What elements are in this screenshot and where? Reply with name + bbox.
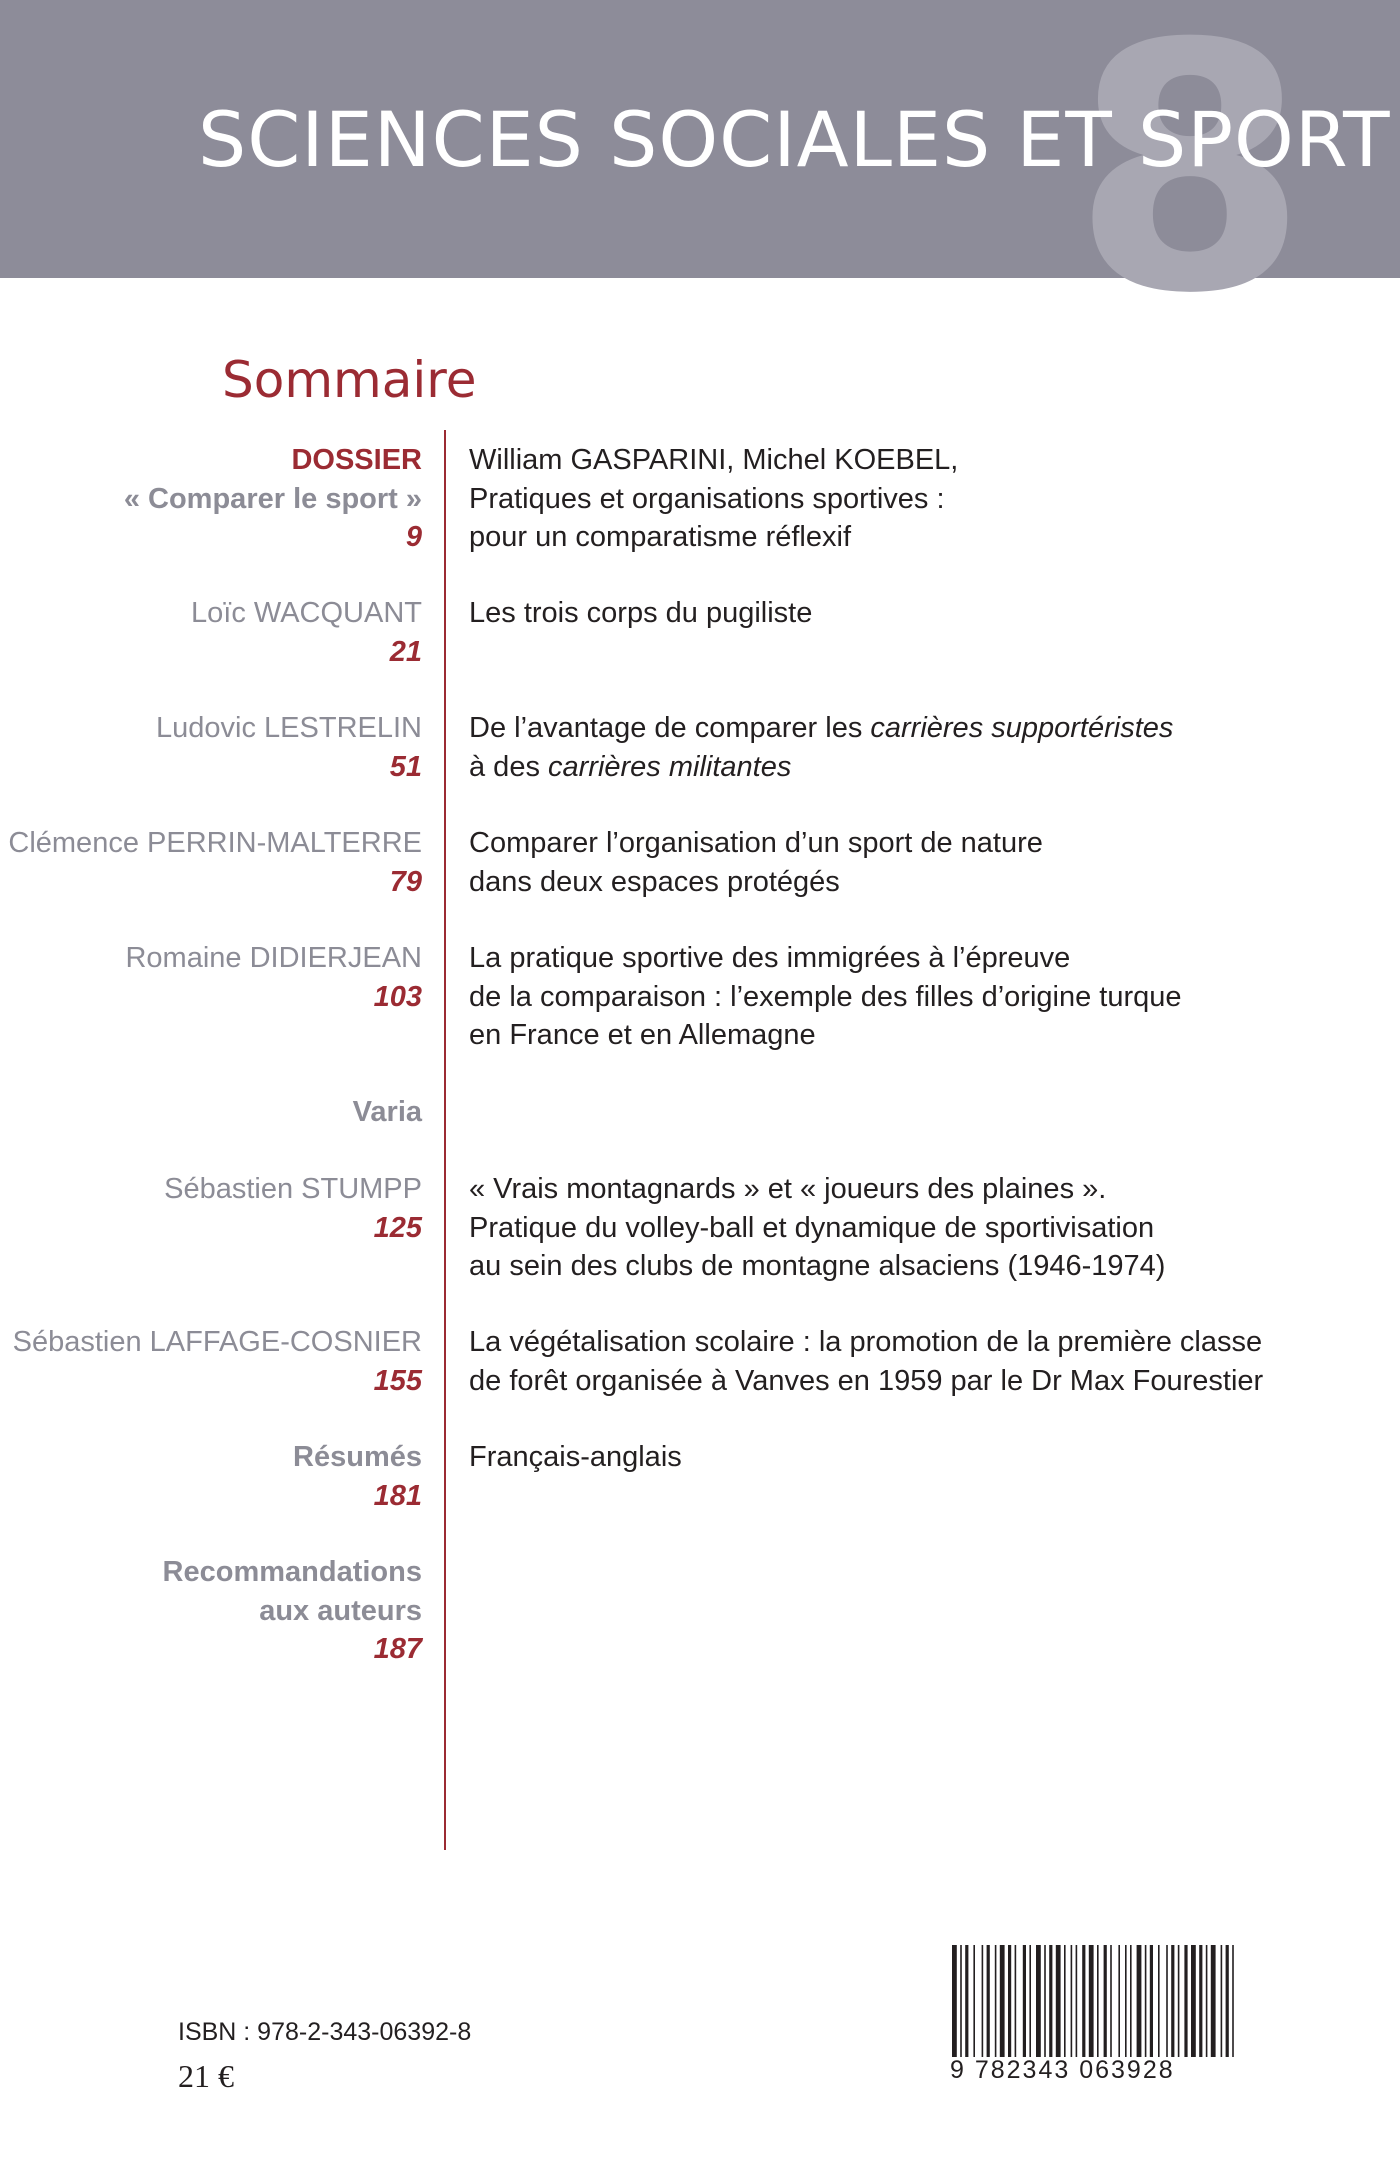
barcode-bar — [1145, 1945, 1147, 2057]
issue-number: 8 — [1071, 0, 1309, 368]
barcode-bar — [1071, 1945, 1073, 2057]
toc-left — [2, 709, 422, 786]
toc-left — [2, 1553, 422, 1669]
barcode-bar — [982, 1945, 984, 2057]
title-line: en France et en Allemagne — [469, 1019, 816, 1051]
toc-right — [469, 1323, 1369, 1400]
title-line: de forêt organisée à Vanves en 1959 par le Dr Max Fourestier — [469, 1364, 1264, 1397]
barcode-bar — [973, 1945, 975, 2057]
isbn: ISBN : 978-2-343-06392-8 — [178, 2018, 472, 2046]
toc-right-dossier — [469, 441, 1369, 557]
page-number: 79 — [389, 865, 422, 898]
recommandations-label: Recommandations — [162, 1556, 422, 1588]
title-line: Comparer l’organisation d’un sport de nature — [469, 827, 1043, 859]
toc-left — [2, 1323, 422, 1400]
dossier-theme: « Comparer le sport » — [123, 482, 422, 515]
barcode-bar — [1023, 1945, 1026, 2057]
barcode-bar — [1191, 1945, 1196, 2057]
author-name: Loïc WACQUANT — [191, 597, 422, 629]
barcode-bar — [1137, 1945, 1142, 2057]
barcode-bar — [1184, 1945, 1187, 2057]
barcode-bar — [1064, 1945, 1066, 2057]
barcode-bar — [1089, 1945, 1094, 2057]
varia-label: Varia — [352, 1096, 422, 1128]
page-number: 155 — [373, 1364, 422, 1397]
author-name: Sébastien LAFFAGE-COSNIER — [12, 1326, 422, 1358]
barcode-bar — [1097, 1945, 1099, 2057]
toc-left — [2, 1093, 422, 1132]
barcode-bar — [1008, 1945, 1011, 2057]
barcode-bar — [1130, 1945, 1132, 2057]
cover-header-band — [0, 0, 1400, 368]
toc-right — [469, 594, 1369, 633]
toc-left — [2, 1438, 422, 1515]
barcode-bar — [1049, 1945, 1052, 2057]
barcode-bar — [965, 1945, 968, 2057]
toc-right — [469, 824, 1369, 901]
title-line: à des carrières militantes — [469, 750, 792, 783]
sommaire-heading: Sommaire — [222, 351, 477, 409]
barcode-bar — [1036, 1945, 1041, 2057]
title-line: Français-anglais — [469, 1441, 682, 1473]
recommandations-label: aux auteurs — [259, 1594, 422, 1627]
dossier-label: DOSSIER — [291, 444, 422, 476]
barcode-bar — [1104, 1945, 1107, 2057]
barcode-digits: 9 782343 063928 — [950, 2056, 1175, 2084]
page-number: 125 — [373, 1211, 422, 1244]
title-line: De l’avantage de comparer les carrières supportéristes — [469, 712, 1174, 744]
title-line: « Vrais montagnards » et « joueurs des plaines ». — [469, 1173, 1107, 1205]
title-line: La végétalisation scolaire : la promotion de la première classe — [469, 1326, 1263, 1358]
barcode-bar — [1232, 1945, 1234, 2057]
barcode-bar — [987, 1945, 990, 2057]
author-name: Clémence PERRIN-MALTERRE — [8, 827, 422, 859]
barcode-bar — [1158, 1945, 1160, 2057]
barcode-bar — [1199, 1945, 1202, 2057]
barcode-bar — [1178, 1945, 1180, 2057]
barcode-bar — [960, 1945, 962, 2057]
barcode-bar — [1056, 1945, 1061, 2057]
barcode-bar — [1150, 1945, 1153, 2057]
barcode-bar — [1029, 1945, 1031, 2057]
toc-left — [2, 939, 422, 1016]
barcode-bar — [1000, 1945, 1005, 2057]
toc-left — [2, 1170, 422, 1247]
barcode-bar — [952, 1945, 957, 2057]
barcode-bar — [1118, 1945, 1120, 2057]
barcode-bar — [1211, 1945, 1216, 2057]
barcode-bar — [1015, 1945, 1017, 2057]
author-name: Ludovic LESTRELIN — [156, 712, 422, 744]
journal-title: SCIENCES SOCIALES ET SPORT — [198, 95, 1391, 184]
barcode-bar — [1125, 1945, 1127, 2057]
page-number: 103 — [373, 980, 422, 1013]
title-line: Les trois corps du pugiliste — [469, 597, 813, 629]
barcode-bar — [1110, 1945, 1112, 2057]
title-line: William GASPARINI, Michel KOEBEL, — [469, 444, 959, 476]
toc-right — [469, 939, 1369, 1055]
resumes-label: Résumés — [293, 1441, 422, 1473]
toc-right — [469, 709, 1369, 786]
title-line: Pratique du volley-ball et dynamique de sportivisation — [469, 1211, 1155, 1244]
barcode-bar — [1226, 1945, 1229, 2057]
barcode-bar — [1076, 1945, 1078, 2057]
author-name: Romaine DIDIERJEAN — [125, 942, 422, 974]
page-number: 9 — [405, 521, 422, 553]
toc-left — [2, 594, 422, 671]
barcode-bar — [1166, 1945, 1168, 2057]
barcode-bar — [995, 1945, 997, 2057]
title-line: au sein des clubs de montagne alsaciens (1946-1974) — [469, 1250, 1166, 1282]
barcode-bar — [1221, 1945, 1223, 2057]
title-line: dans deux espaces protégés — [469, 865, 840, 898]
title-line: Pratiques et organisations sportives : — [469, 482, 945, 515]
price: 21 € — [178, 2058, 234, 2094]
toc-left — [2, 824, 422, 901]
barcode-bar — [1082, 1945, 1085, 2057]
title-line: La pratique sportive des immigrées à l’épreuve — [469, 942, 1071, 974]
page-number: 187 — [373, 1633, 422, 1665]
barcode-bar — [1206, 1945, 1208, 2057]
toc-right — [469, 1438, 1369, 1477]
barcode-bar — [1044, 1945, 1046, 2057]
title-line: pour un comparatisme réflexif — [469, 521, 851, 553]
title-line: de la comparaison : l’exemple des filles d’origine turque — [469, 980, 1182, 1013]
page-number: 181 — [373, 1479, 422, 1512]
author-name: Sébastien STUMPP — [164, 1173, 422, 1205]
toc-right — [469, 1170, 1369, 1286]
barcode-bar — [1171, 1945, 1174, 2057]
toc-left-dossier — [2, 441, 422, 557]
toc-divider-line — [444, 430, 446, 1850]
page-number: 21 — [389, 635, 422, 668]
page-number: 51 — [389, 750, 422, 783]
